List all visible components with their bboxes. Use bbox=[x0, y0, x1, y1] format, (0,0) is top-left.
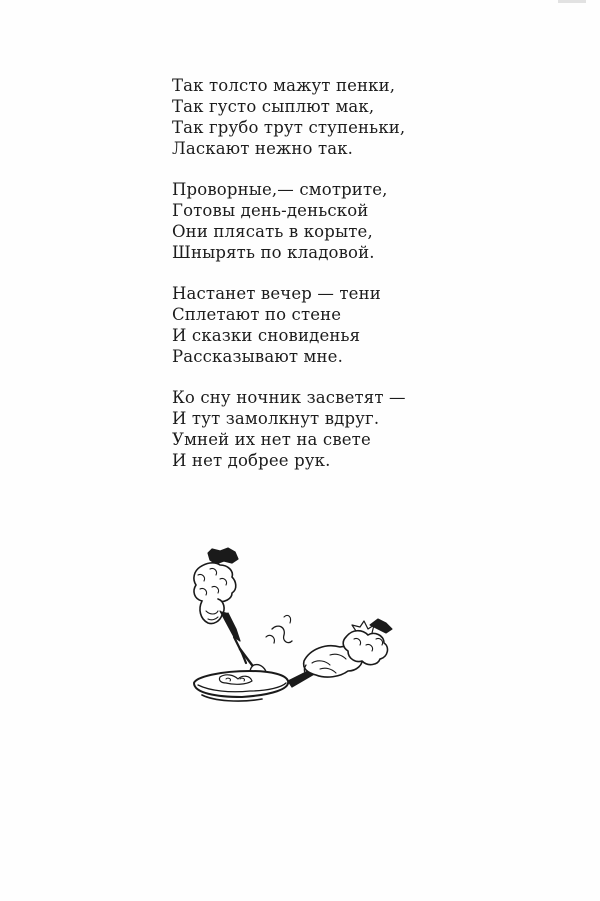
poem-line: Шнырять по кладовой. bbox=[172, 243, 375, 262]
right-sleeve-cuff bbox=[343, 619, 392, 665]
poem-line: Рассказывают мне. bbox=[172, 347, 343, 366]
poem-line: Они плясать в корыте, bbox=[172, 222, 373, 241]
page-corner-mark bbox=[558, 0, 586, 3]
poem-stanza bbox=[172, 283, 381, 367]
poem-line: И тут замолкнут вдруг. bbox=[172, 409, 380, 428]
left-hand bbox=[200, 599, 246, 663]
poem-line: И сказки сновиденья bbox=[172, 326, 361, 345]
left-sleeve-cuff bbox=[194, 548, 238, 604]
poem-line: Проворные,— смотрите, bbox=[172, 180, 388, 199]
poem-stanza bbox=[172, 75, 405, 159]
poem-line: Так густо сыплют мак, bbox=[172, 97, 375, 116]
poem-line: И нет добрее рук. bbox=[172, 451, 331, 470]
poem-stanza bbox=[172, 387, 406, 471]
poem-line: Сплетают по стене bbox=[172, 305, 342, 324]
poem-line: Так толсто мажут пенки, bbox=[172, 76, 396, 95]
frying-pan bbox=[194, 669, 316, 701]
poem-line: Готовы день-деньской bbox=[172, 201, 369, 220]
poem-line: Так грубо трут ступеньки, bbox=[172, 118, 406, 137]
poem-line: Ко сну ночник засветят — bbox=[172, 388, 406, 407]
poem-line: Настанет вечер — тени bbox=[172, 284, 381, 303]
hands-frying-pan-illustration bbox=[180, 545, 395, 710]
poem-line: Умней их нет на свете bbox=[172, 430, 371, 449]
steam bbox=[266, 615, 292, 643]
poem-line: Ласкают нежно так. bbox=[172, 139, 354, 158]
poem-stanza bbox=[172, 179, 388, 263]
